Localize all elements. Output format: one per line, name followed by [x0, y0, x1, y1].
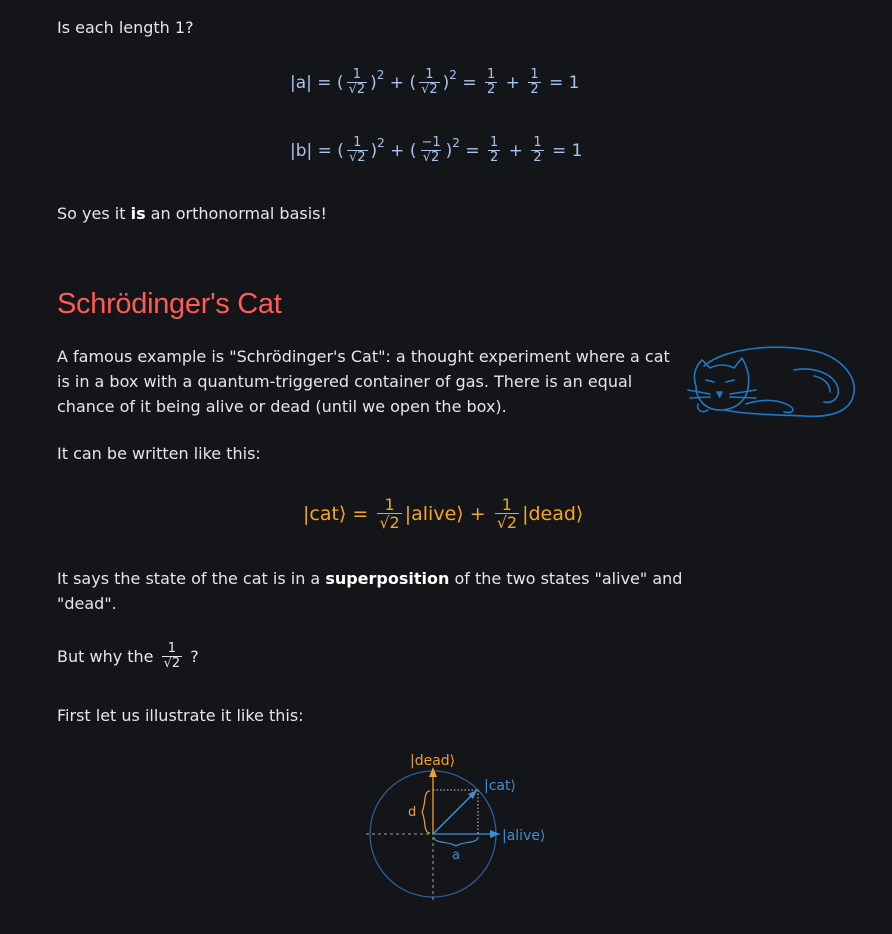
cat-eq-frac2: $\frac{1}{√2}$ — [496, 495, 518, 532]
equation-a: |a| = ( $\frac{1}{√2}$ ) 2 + ( $\frac{1}{√2}$ ) 2 = $\frac{1}{2}$ + $\frac{1}{2}$ = 1 — [290, 67, 580, 97]
superposition-paragraph: It says the state of the cat is in a superposition of the two states "alive" and "dead". — [57, 569, 683, 613]
eq-b-frac1: $\frac{1}{√2}$ — [348, 135, 366, 165]
written-text: It can be written like this: — [57, 444, 261, 463]
alive-label: |alive⟩ — [502, 828, 546, 844]
cat-eq-frac1: $\frac{1}{√2}$ — [379, 495, 400, 532]
a-brace — [434, 837, 478, 846]
eq-a-lhs: |a| = ( — [290, 72, 344, 93]
cat-state-equation: |cat⟩ = $\frac{1}{√2}$ |alive⟩ + $\frac{1}{√2}$ |dead⟩ — [303, 495, 584, 532]
why-frac: $\frac{1}{√2}$ — [163, 641, 181, 671]
a-label: a — [452, 848, 460, 863]
why-question: But why the $\frac{1}{√2}$ ? — [57, 641, 199, 671]
alive-arrowhead — [490, 830, 500, 838]
eq-a-frac2: $\frac{1}{√2}$ — [421, 67, 438, 97]
eq-a-half2: $\frac{1}{2}$ — [530, 67, 539, 97]
d-brace — [422, 791, 430, 833]
eq-b-half1: $\frac{1}{2}$ — [489, 135, 499, 165]
conclusion-text: So yes it is an orthonormal basis! — [57, 204, 327, 223]
eq-b-frac2: $\frac{-1}{√2}$ — [421, 135, 441, 165]
section-title: Schrödinger's Cat — [57, 288, 282, 320]
illustrate-text: First let us illustrate it like this: — [57, 706, 304, 725]
cat-intro-paragraph: A famous example is "Schrödinger's Cat": a thought experiment where a cat is in a box with a quantum-triggered container of gas. There is an equal chance of it being alive or dead (until we open the box). — [57, 347, 670, 416]
equation-b: |b| = ( $\frac{1}{√2}$ ) 2 + ( $\frac{-1}{√2}$ ) 2 = $\frac{1}{2}$ + $\frac{1}{2}$ = 1 — [290, 135, 583, 165]
cat-label: |cat⟩ — [484, 778, 516, 794]
intro-question: Is each length 1? — [57, 18, 194, 37]
sleeping-cat-illustration — [684, 340, 860, 424]
cat-vector — [433, 793, 474, 834]
dead-label: |dead⟩ — [410, 753, 456, 769]
eq-a-half1: $\frac{1}{2}$ — [487, 67, 496, 97]
eq-b-half2: $\frac{1}{2}$ — [533, 135, 542, 165]
cat-state-diagram — [360, 745, 560, 905]
d-label: d — [408, 805, 417, 820]
eq-b-lhs: |b| = ( — [290, 140, 344, 161]
eq-a-frac1: $\frac{1}{√2}$ — [348, 67, 366, 97]
